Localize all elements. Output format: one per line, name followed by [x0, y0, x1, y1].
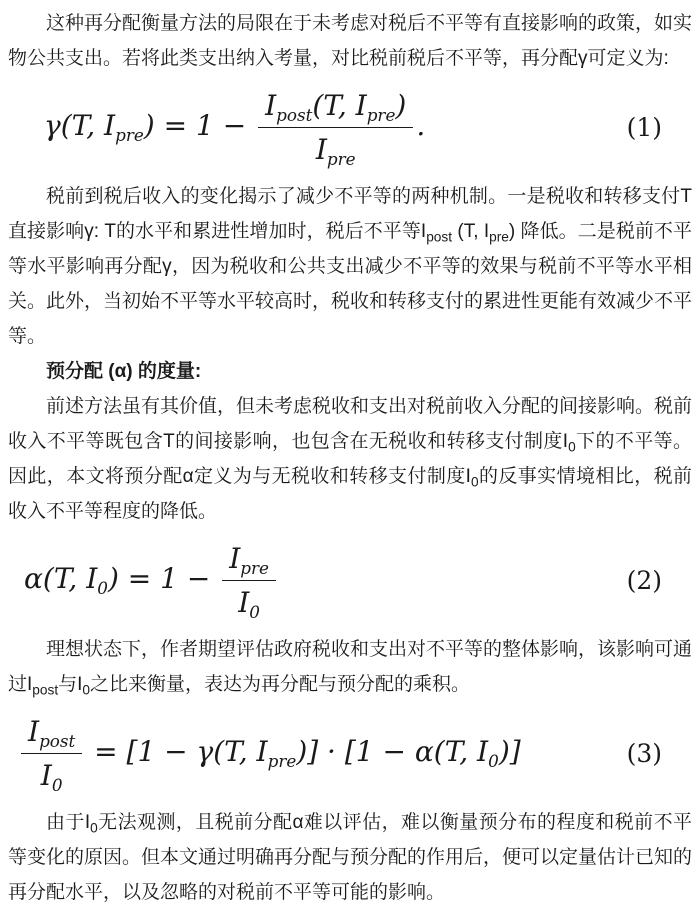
equation-1-number: (1) — [626, 113, 662, 142]
equation-3 — [18, 712, 692, 795]
equation-2 — [24, 539, 692, 622]
paragraph-intro-redistribution: 这种再分配衡量方法的局限在于未考虑对税后不平等有直接影响的政策，如实物公共支出。若将此类支出纳入考量，对比税前税后不平等，再分配γ可定义为: — [8, 13, 693, 69]
equation-3-number: (3) — [626, 739, 662, 768]
paragraph-mechanisms: 税前到税后收入的变化揭示了减少不平等的两种机制。一是税收和转移支付T直接影响γ: T的水平和累进性增加时，税后不平等$I_{post}$ (T, $I_{pre}$) 降低。二是税前不平等水平影响再分配γ，因为税收和公共支出减少不平等的效果与税前不平等水平相关。此外，当初始不平等水平较高时，税收和转移支付的累进性更能有效减少不平等。 — [8, 186, 693, 347]
equation-3-formula: $\frac{I_{post}}{I_0}$ = [1 − γ(T, $I_{pre})] \cdot [1 - \alpha(T$, $I_0$)] — [18, 712, 521, 795]
paragraph-conclusion: 由于$I_0$无法观测，且税前分配α难以评估，难以衡量预分布的程度和税前不平等变化的原因。但本文通过明确再分配与预分配的作用后，便可以定量估计已知的再分配水平，以及忽略的对税前不平等可能的影响。 — [8, 812, 693, 903]
paragraph-predistribution-definition: 前述方法虽有其价值，但未考虑税收和支出对税前收入分配的间接影响。税前收入不平等既包含T的间接影响，也包含在无税收和转移支付制度$I_0$下的不平等。因此，本文将预分配α定义为与无税收和转移支付制度$I_0$的反事实情境相比，税前收入不平等程度的降低。 — [8, 396, 693, 522]
equation-1-formula: γ(T, $I_{pre}) = 1$ − $\frac{I_{post}(T, I_{pre})}{I_{pre}}$ . — [44, 86, 425, 169]
equation-2-number: (2) — [626, 566, 662, 595]
paragraph-overall-impact: 理想状态下，作者期望评估政府税收和支出对不平等的整体影响，该影响可通过$I_{post}$与$I_0$之比来衡量，表达为再分配与预分配的乘积。 — [8, 639, 693, 698]
equation-1 — [44, 86, 692, 169]
section-heading-predistribution: 预分配 (α) 的度量: — [46, 361, 202, 382]
equation-2-formula: α(T, $I_0) = 1$ − $\frac{I_{pre}}{I_0}$ — [24, 539, 279, 622]
